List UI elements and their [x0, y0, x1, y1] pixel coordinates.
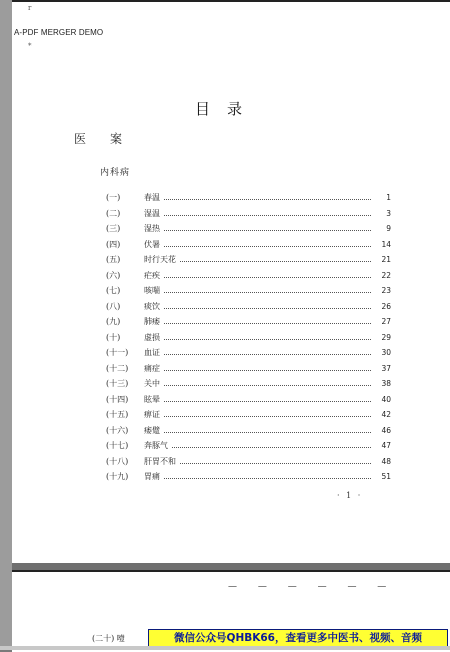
toc-entry-page: 14 — [381, 239, 391, 249]
scan-mark: * — [28, 42, 32, 50]
toc-entry-title: 痹证 — [144, 410, 160, 419]
page-title: 目 录 — [195, 100, 244, 118]
toc-entry[interactable] — [106, 301, 391, 317]
toc-entry-page: 38 — [381, 379, 391, 388]
watermark-text: A-PDF MERGER DEMO — [14, 28, 104, 37]
toc-leader-dots — [172, 446, 371, 448]
toc-entry-page: 30 — [381, 348, 391, 357]
toc-entry-title: 血证 — [144, 348, 160, 357]
toc-entry-number: (九) — [106, 317, 121, 326]
toc-entry-page: 23 — [381, 286, 391, 295]
toc-entry-number: (十三) — [106, 379, 129, 388]
toc-entry[interactable] — [106, 409, 391, 425]
toc-entry-number: (十九) — [106, 472, 129, 481]
toc-entry-number: (五) — [106, 255, 121, 264]
toc-entry-title: 时行天花 — [144, 255, 176, 264]
toc-entry[interactable] — [106, 394, 391, 410]
toc-entry-number: (十五) — [106, 410, 129, 419]
toc-entry-title: 胃痛 — [144, 472, 160, 481]
toc-entry[interactable] — [106, 254, 391, 270]
toc-leader-dots — [164, 353, 371, 355]
section-heading: 医 案 — [74, 132, 123, 146]
toc-entry-page: 37 — [381, 363, 391, 373]
table-of-contents — [106, 192, 391, 487]
viewer-bottom-strip — [0, 646, 450, 650]
toc-leader-dots — [164, 322, 371, 324]
toc-entry-page: 40 — [381, 394, 391, 404]
toc-entry-page: 48 — [381, 456, 391, 466]
toc-leader-dots — [180, 260, 371, 262]
toc-leader-dots — [164, 307, 371, 309]
toc-entry-page: 47 — [381, 441, 391, 450]
toc-entry-title: 肺痿 — [144, 317, 160, 326]
toc-entry-number: (十二) — [106, 363, 129, 373]
toc-entry-number: (十六) — [106, 425, 129, 435]
toc-entry-number: (十) — [106, 332, 121, 342]
toc-entry-title: 伏暑 — [144, 239, 160, 249]
toc-entry-title: 虚损 — [144, 332, 160, 342]
toc-leader-dots — [164, 198, 371, 200]
toc-entry[interactable] — [106, 223, 391, 239]
toc-leader-dots — [164, 214, 371, 216]
toc-entry-title: 肝胃不和 — [144, 456, 176, 466]
toc-entry-title: 春温 — [144, 193, 160, 202]
toc-leader-dots — [164, 276, 371, 278]
toc-entry-page: 1 — [386, 193, 391, 202]
toc-entry[interactable] — [106, 425, 391, 441]
toc-entry-title: 眩晕 — [144, 394, 160, 404]
toc-entry-page: 26 — [381, 301, 391, 311]
toc-entry-page: 46 — [381, 425, 391, 435]
toc-entry-number: (八) — [106, 301, 121, 311]
toc-leader-dots — [164, 338, 371, 340]
toc-leader-dots — [164, 431, 371, 433]
toc-entry[interactable] — [106, 208, 391, 224]
toc-entry-number: (六) — [106, 270, 121, 280]
toc-entry-title: 湿热 — [144, 224, 160, 233]
toc-entry-title: 奔豚气 — [144, 441, 168, 450]
toc-entry-page: 42 — [381, 410, 391, 419]
header-rule: — — — — — — — [228, 582, 396, 592]
toc-entry[interactable] — [106, 440, 391, 456]
toc-entry[interactable] — [106, 332, 391, 348]
toc-entry-page: 3 — [386, 208, 391, 218]
toc-entry-number: (十七) — [106, 441, 129, 450]
toc-entry-title: 湿温 — [144, 208, 160, 218]
toc-entry[interactable] — [106, 239, 391, 255]
toc-entry-title: 疟疾 — [144, 270, 160, 280]
toc-leader-dots — [164, 229, 371, 231]
toc-leader-dots — [164, 291, 371, 293]
toc-entry[interactable] — [106, 347, 391, 363]
toc-leader-dots — [164, 384, 371, 386]
toc-entry-number: (一) — [106, 193, 121, 202]
toc-entry-number: (三) — [106, 224, 121, 233]
toc-entry-title: 痛症 — [144, 363, 160, 373]
page-gap — [12, 563, 450, 570]
toc-entry[interactable] — [106, 471, 391, 487]
toc-entry[interactable] — [106, 316, 391, 332]
toc-entry-page: 27 — [381, 317, 391, 326]
toc-entry-partial: (二十) 噎 — [92, 634, 125, 643]
toc-entry-page: 21 — [381, 255, 391, 264]
toc-entry-title: 关中 — [144, 379, 160, 388]
toc-entry-page: 51 — [381, 472, 391, 481]
viewer-left-edge — [0, 0, 12, 650]
toc-entry-number: (十四) — [106, 394, 129, 404]
toc-leader-dots — [164, 477, 371, 479]
toc-leader-dots — [164, 415, 371, 417]
page-number: · 1 · — [337, 491, 363, 500]
promo-banner: 微信公众号QHBK66，查看更多中医书、视频、音频 — [148, 629, 448, 648]
toc-entry[interactable] — [106, 378, 391, 394]
toc-entry[interactable] — [106, 363, 391, 379]
toc-entry[interactable] — [106, 456, 391, 472]
toc-entry-page: 9 — [386, 224, 391, 233]
toc-leader-dots — [164, 245, 371, 247]
toc-entry-page: 22 — [381, 270, 391, 280]
toc-entry-number: (十八) — [106, 456, 129, 466]
toc-entry-number: (七) — [106, 286, 121, 295]
toc-leader-dots — [164, 400, 371, 402]
toc-entry-title: 痿躄 — [144, 425, 160, 435]
toc-entry-title: 咳喘 — [144, 286, 160, 295]
toc-entry-title: 痰饮 — [144, 301, 160, 311]
toc-entry[interactable] — [106, 285, 391, 301]
toc-entry[interactable] — [106, 192, 391, 208]
toc-entry-number: (四) — [106, 239, 121, 249]
toc-entry[interactable] — [106, 270, 391, 286]
toc-entry-number: (二) — [106, 208, 121, 218]
toc-entry-number: (十一) — [106, 348, 129, 357]
toc-leader-dots — [164, 369, 371, 371]
toc-entry-page: 29 — [381, 332, 391, 342]
toc-leader-dots — [180, 462, 371, 464]
subsection-heading: 内科病 — [100, 168, 131, 178]
scan-mark: r — [28, 4, 32, 12]
